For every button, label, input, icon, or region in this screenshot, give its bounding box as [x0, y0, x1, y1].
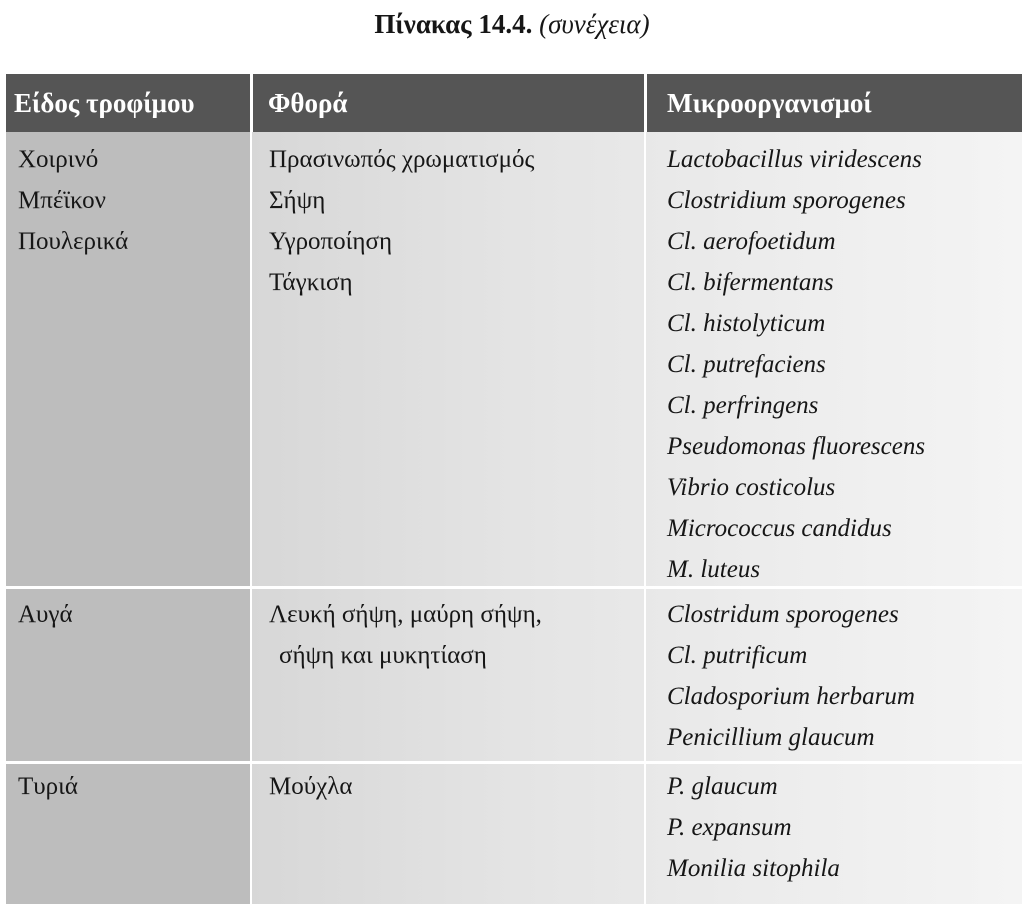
microorganism: Cl. putrefaciens — [667, 351, 826, 378]
microorganism: Cladosporium herbarum — [667, 683, 915, 710]
spoilage-cell — [269, 139, 534, 303]
spoilage-cell — [269, 594, 542, 676]
microorganism: Clostridum sporogenes — [667, 601, 899, 628]
microorganism: Cl. bifermentans — [667, 269, 834, 296]
header-spoilage: Φθορά — [250, 74, 644, 132]
spoilage-item: Μούχλα — [269, 773, 353, 800]
spoilage-item: Πρασινωπός χρωματισμός — [269, 146, 535, 173]
food-item: Χοιρινό — [18, 146, 99, 173]
microorganism: Cl. perfringens — [667, 392, 819, 419]
microorganism: Clostridium sporogenes — [667, 187, 906, 214]
microorganisms-cell — [667, 139, 925, 590]
microorganisms-cell — [667, 766, 840, 889]
microorganism: M. luteus — [667, 556, 761, 583]
spoilage-item: σήψη και μυκητίαση — [279, 642, 487, 669]
food-item: Αυγά — [18, 601, 73, 628]
column-divider — [250, 132, 252, 904]
microorganism: Lactobacillus viridescens — [667, 146, 922, 173]
spoilage-item: Υγροποίηση — [269, 228, 393, 255]
food-item: Μπέϊκον — [18, 187, 106, 214]
food-cell — [18, 594, 73, 635]
spoilage-cell — [269, 766, 352, 807]
column-divider — [644, 132, 646, 904]
food-item: Τυριά — [18, 773, 78, 800]
table-continuation: (συνέχεια) — [539, 9, 650, 39]
microorganism: Penicillium glaucum — [667, 724, 875, 751]
microorganism: Cl. aerofoetidum — [667, 228, 836, 255]
microorganisms-cell — [667, 594, 915, 758]
spoilage-item: Τάγκιση — [269, 269, 353, 296]
microorganism: Vibrio costicolus — [667, 474, 836, 501]
spoilage-item: Σήψη — [269, 187, 326, 214]
spoilage-table — [6, 74, 1022, 904]
microorganism: Pseudomonas fluorescens — [667, 433, 926, 460]
food-cell — [18, 139, 128, 262]
header-microorganisms: Μικροοργανισμοί — [644, 74, 1022, 132]
food-item: Πουλερικά — [18, 228, 129, 255]
row-divider — [6, 761, 1022, 764]
microorganism: Micrococcus candidus — [667, 515, 892, 542]
table-title — [0, 6, 1024, 42]
food-cell — [18, 766, 78, 807]
microorganism: P. expansum — [667, 814, 792, 841]
table-header — [6, 74, 1022, 132]
microorganism: Cl. putrificum — [667, 642, 808, 669]
microorganism: Monilia sitophila — [667, 855, 840, 882]
microorganism: Cl. histolyticum — [667, 310, 826, 337]
header-food-type: Είδος τροφίμου — [14, 88, 195, 118]
spoilage-item: Λευκή σήψη, μαύρη σήψη, — [269, 601, 542, 628]
microorganism: P. glaucum — [667, 773, 778, 800]
table-number: Πίνακας 14.4. — [374, 9, 533, 39]
